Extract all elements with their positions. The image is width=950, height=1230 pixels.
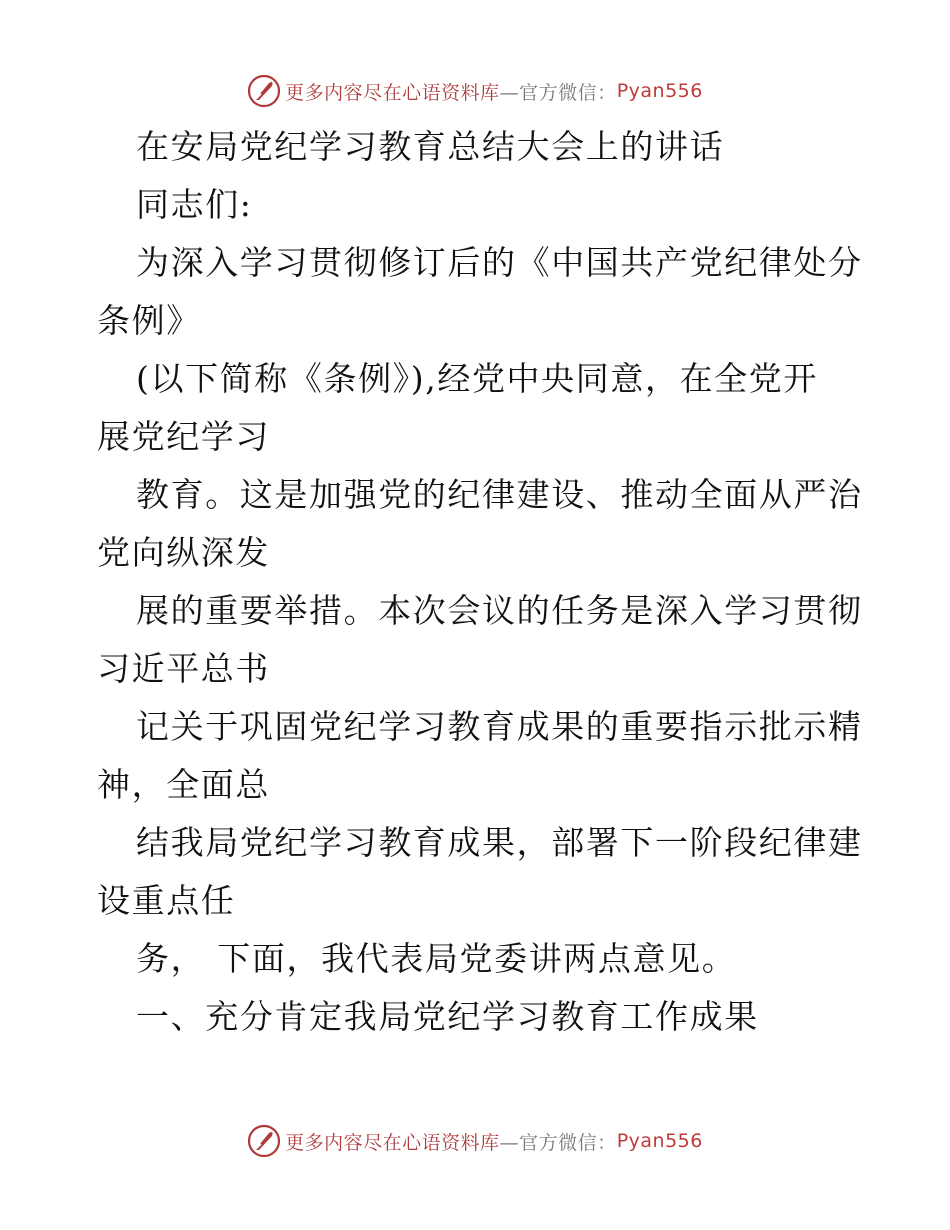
watermark-text: 更多内容尽在心语资料库 — [285, 1131, 500, 1154]
text-line: 结我局党纪学习教育成果，部署下一阶段纪律建 — [136, 823, 863, 862]
watermark-separator: —官方微信： — [499, 81, 617, 104]
watermark-wechat-id: Pyan556 — [616, 80, 703, 102]
text-line: 务， 下面，我代表局党委讲两点意见。 — [136, 939, 737, 978]
footer-watermark — [0, 1121, 950, 1161]
salutation: 同志们: — [136, 185, 253, 224]
text-line: 神，全面总 — [97, 765, 270, 804]
text-line: 设重点任 — [97, 881, 236, 920]
watermark-text: 更多内容尽在心语资料库 — [285, 81, 500, 104]
document-title: 在安局党纪学习教育总结大会上的讲话 — [136, 127, 725, 166]
watermark-wechat-id: Pyan556 — [616, 1130, 703, 1152]
document-body — [97, 122, 863, 1050]
quill-pen-logo-icon — [247, 74, 281, 108]
quill-pen-logo-icon — [247, 1124, 281, 1158]
text-line: 习近平总书 — [97, 649, 270, 688]
text-line: (以下简称《条例》),经党中央同意，在全党开 — [136, 359, 818, 398]
section-heading: 一、充分肯定我局党纪学习教育工作成果 — [136, 997, 759, 1036]
text-line: 条例》 — [97, 301, 201, 340]
text-line: 展党纪学习 — [97, 417, 270, 456]
header-watermark — [0, 71, 950, 111]
text-line: 教育。这是加强党的纪律建设、推动全面从严治 — [136, 475, 863, 514]
text-line: 为深入学习贯彻修订后的《中国共产党纪律处分 — [136, 243, 863, 282]
watermark-separator: —官方微信： — [499, 1131, 617, 1154]
text-line: 展的重要举措。本次会议的任务是深入学习贯彻 — [136, 591, 863, 630]
text-line: 党向纵深发 — [97, 533, 270, 572]
text-line: 记关于巩固党纪学习教育成果的重要指示批示精 — [136, 707, 863, 746]
